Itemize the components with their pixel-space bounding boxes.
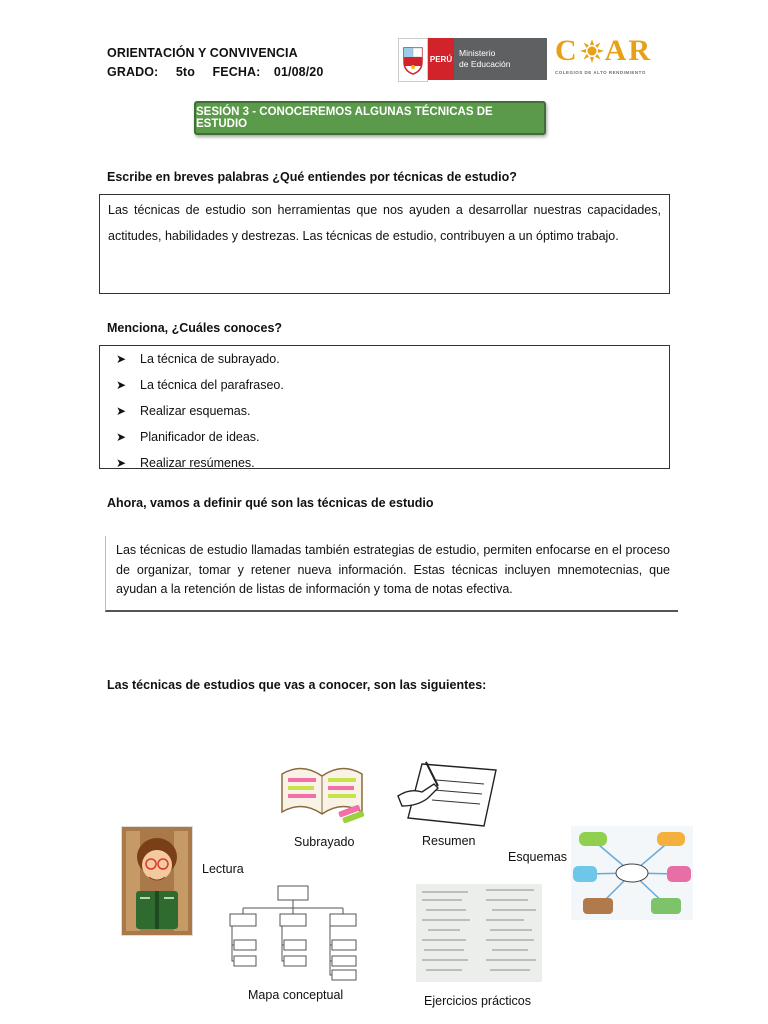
lectura-caption: Lectura bbox=[202, 862, 244, 876]
definition-text: Las técnicas de estudio llamadas también estrategias de estudio, permiten enfocarse en el proceso de organizar, tomar y retener nueva información. Estas técnicas incluyen mnemotecnias, que ayudan a la retención de listas de información y toma de notas efectiva. bbox=[116, 543, 670, 596]
arrow-bullet-icon: ➤ bbox=[116, 430, 127, 444]
esquemas-image bbox=[571, 826, 693, 920]
minedu-logo bbox=[398, 38, 547, 80]
list-item bbox=[100, 424, 669, 450]
peru-shield-icon bbox=[398, 38, 428, 82]
session-title-banner: SESIÓN 3 - CONOCEREMOS ALGUNAS TÉCNICAS DE ESTUDIO bbox=[194, 101, 546, 135]
answer-2-box bbox=[99, 345, 670, 469]
answer-1-text: Las técnicas de estudio son herramientas que nos ayuden a desarrollar nuestras capacidades, actitudes, habilidades y destrezas. Las técnicas de estudio, contribuyen a un óptimo trabajo. bbox=[108, 203, 661, 243]
list-item-text: La técnica de subrayado. bbox=[140, 352, 280, 366]
techniques-list bbox=[100, 346, 669, 476]
coar-letter-c: C bbox=[555, 34, 579, 67]
arrow-bullet-icon: ➤ bbox=[116, 378, 127, 392]
mapa-conceptual-image bbox=[228, 884, 360, 984]
subrayado-caption: Subrayado bbox=[294, 835, 355, 849]
grade-label: GRADO: bbox=[107, 65, 159, 79]
list-item bbox=[100, 398, 669, 424]
list-item-text: La técnica del parafraseo. bbox=[140, 378, 284, 392]
answer-1-box bbox=[99, 194, 670, 294]
arrow-bullet-icon: ➤ bbox=[116, 352, 127, 366]
grade-date-line bbox=[107, 65, 323, 79]
subrayado-image bbox=[276, 754, 368, 830]
grade-value: 5to bbox=[175, 65, 195, 79]
subject-title: ORIENTACIÓN Y CONVIVENCIA bbox=[107, 46, 298, 60]
coar-logo bbox=[555, 34, 665, 80]
list-item-text: Planificador de ideas. bbox=[140, 430, 260, 444]
list-item bbox=[100, 372, 669, 398]
definition-box bbox=[105, 536, 678, 612]
peru-label: PERÚ bbox=[428, 38, 454, 80]
list-item bbox=[100, 346, 669, 372]
lectura-image bbox=[121, 826, 193, 936]
resumen-caption: Resumen bbox=[422, 834, 476, 848]
minedu-text bbox=[454, 38, 547, 80]
question-2: Menciona, ¿Cuáles conoces? bbox=[107, 321, 283, 335]
arrow-bullet-icon: ➤ bbox=[116, 404, 127, 418]
coar-letters-ar: AR bbox=[604, 34, 653, 67]
resumen-image bbox=[396, 760, 500, 830]
arrow-bullet-icon: ➤ bbox=[116, 456, 127, 470]
esquemas-caption: Esquemas bbox=[508, 850, 568, 864]
question-1: Escribe en breves palabras ¿Qué entiendes por técnicas de estudio? bbox=[107, 170, 517, 184]
list-item-text: Realizar esquemas. bbox=[140, 404, 251, 418]
minedu-line1: Ministerio bbox=[459, 48, 496, 58]
list-item-text: Realizar resúmenes. bbox=[140, 456, 255, 470]
ejercicios-caption: Ejercicios prácticos bbox=[424, 994, 531, 1008]
coar-tagline: COLEGIOS DE ALTO RENDIMIENTO bbox=[555, 70, 646, 75]
sun-icon bbox=[579, 38, 605, 64]
techniques-heading: Las técnicas de estudios que vas a conocer, son las siguientes: bbox=[107, 678, 487, 692]
date-value: 01/08/20 bbox=[273, 65, 324, 79]
minedu-line2: de Educación bbox=[459, 59, 511, 69]
list-item bbox=[100, 450, 669, 476]
date-label: FECHA: bbox=[212, 65, 261, 79]
ejercicios-image bbox=[416, 884, 542, 982]
mapa-conceptual-caption: Mapa conceptual bbox=[248, 988, 344, 1002]
definition-heading: Ahora, vamos a definir qué son las técnicas de estudio bbox=[107, 496, 434, 510]
